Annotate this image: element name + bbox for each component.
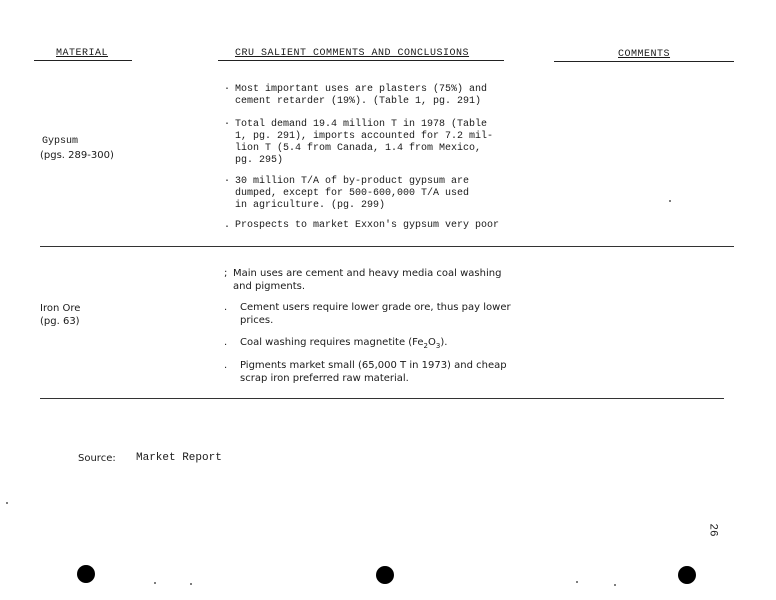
scan-speck: [576, 581, 578, 583]
header-cru-rule: [218, 60, 504, 61]
bullet-text: [240, 336, 560, 353]
bullet-text: Total demand 19.4 million T in 1978 (Table 1, pg. 291), imports accounted for 7.2 mil- lion T (5.4 from Canada, 1.4 from Mexico, pg. 295): [235, 119, 494, 166]
header-material: MATERIAL: [56, 48, 109, 59]
material-pages-iron-ore: (pg. 63): [40, 316, 80, 327]
bullet-text: Main uses are cement and heavy media coal washing and pigments.: [233, 268, 502, 292]
bullet-text: Cement users require lower grade ore, thus pay lower prices.: [240, 302, 511, 326]
bullet-text: Pigments market small (65,000 T in 1973) and cheap scrap iron preferred raw material.: [240, 360, 507, 384]
bullet-mark: ·: [224, 84, 231, 95]
binder-hole: [376, 566, 394, 584]
magnetite-text-post: ).: [440, 337, 448, 348]
material-name-iron-ore: Iron Ore: [40, 303, 81, 314]
header-cru-comments: CRU SALIENT COMMENTS AND CONCLUSIONS: [235, 48, 470, 59]
bullet-text: Prospects to market Exxon's gypsum very poor: [235, 220, 500, 231]
magnetite-text-pre: Coal washing requires magnetite (Fe: [240, 337, 424, 348]
bullet-text: 30 million T/A of by-product gypsum are dumped, except for 500-600,000 T/A used in agriculture. (pg. 299): [235, 176, 470, 211]
bullet-mark: .: [224, 360, 228, 371]
bullet-mark: .: [224, 220, 231, 231]
section-divider: [40, 398, 724, 399]
subscript-3: 3: [435, 342, 441, 350]
source-label: Source:: [78, 453, 116, 464]
header-comments: COMMENTS: [618, 49, 671, 60]
header-material-rule: [34, 60, 132, 61]
scan-speck: [154, 582, 156, 584]
bullet-mark: ·: [224, 176, 231, 187]
bullet-mark: .: [224, 337, 228, 348]
bullet-text: Most important uses are plasters (75%) and cement retarder (19%). (Table 1, pg. 291): [235, 84, 488, 107]
scan-speck: [190, 583, 192, 585]
scan-speck: [6, 502, 8, 504]
magnetite-text-mid: O: [428, 337, 436, 348]
material-name-gypsum: Gypsum: [42, 136, 79, 147]
material-pages-gypsum: (pgs. 289-300): [40, 150, 114, 161]
subscript-2: 2: [423, 342, 429, 350]
section-divider: [40, 246, 734, 247]
header-comments-rule: [554, 61, 734, 62]
page-number: 26: [706, 523, 719, 537]
binder-hole: [77, 565, 95, 583]
binder-hole: [678, 566, 696, 584]
bullet-mark: ·: [224, 119, 231, 130]
bullet-mark: .: [224, 302, 228, 313]
source-value: Market Report: [136, 452, 222, 464]
scan-speck: [614, 584, 616, 586]
bullet-mark: ;: [224, 268, 228, 279]
scan-speck: [669, 200, 671, 202]
